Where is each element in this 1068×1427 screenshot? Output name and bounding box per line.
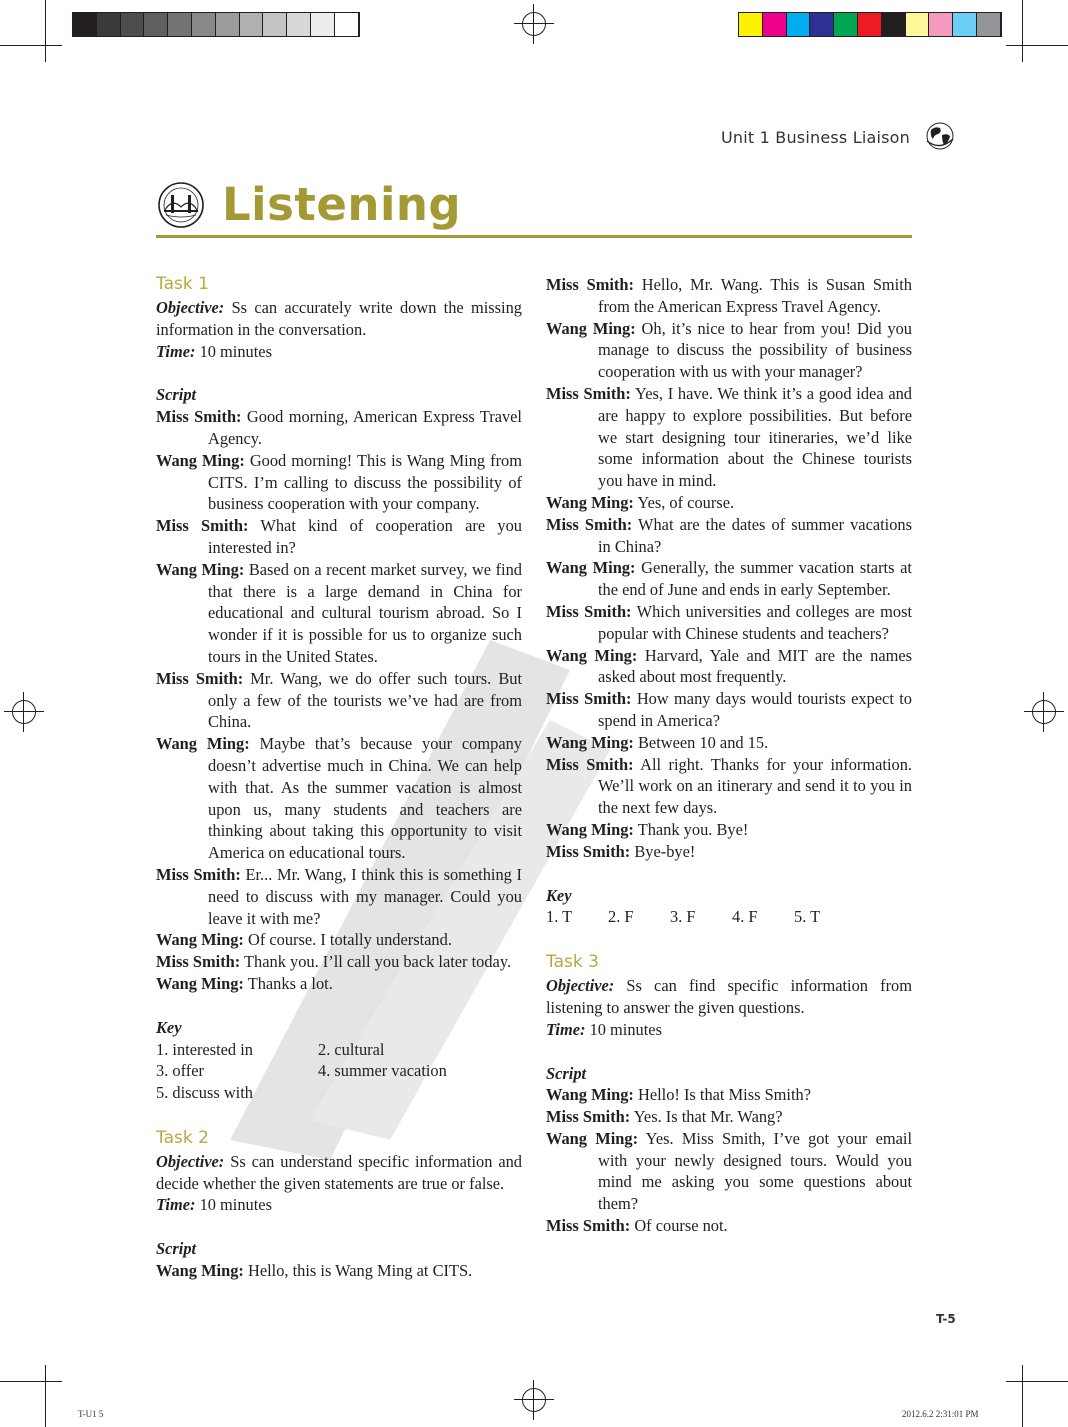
dialogue-text: What are the dates of summer vacations in China? [598, 514, 912, 556]
key-item: 2. cultural [318, 1039, 385, 1059]
dialogue-text: Thanks a lot. [247, 973, 333, 993]
dialogue-text: Yes. Is that Mr. Wang? [633, 1107, 783, 1127]
key-item: 1. T [546, 907, 573, 927]
dialogue-turn [546, 645, 912, 689]
color-swatch [216, 13, 240, 36]
task3-objective: Objective: Ss can find specific information from listening to answer the given questions. [546, 976, 912, 1017]
speaker-name: Wang Ming: [546, 732, 634, 752]
dialogue-turn [156, 973, 522, 995]
spacer [156, 1104, 522, 1126]
dialogue-text: Thank you. I’ll call you back later today. [244, 952, 512, 972]
speaker-name: Wang Ming: [546, 318, 636, 338]
speaker-name: Wang Ming: [156, 734, 250, 754]
color-swatch [953, 13, 977, 36]
dialogue-text: Yes. Miss Smith, I’ve got your email with your newly designed tours. Would you mind me asking you some questions about them? [598, 1128, 912, 1214]
speaker-name: Miss Smith: [546, 841, 631, 861]
dialogue-text: Harvard, Yale and MIT are the names asked about most frequently. [598, 645, 912, 687]
speaker-name: Miss Smith: [156, 864, 241, 884]
speaker-name: Wang Ming: [156, 973, 244, 993]
slug-filename: T-U1 5 [78, 1409, 104, 1419]
key-item: 3. offer [156, 1061, 204, 1081]
dialogue-turn [546, 492, 912, 514]
crop-mark [45, 0, 46, 62]
speaker-name: Wang Ming: [156, 930, 244, 950]
color-swatch [263, 13, 287, 36]
crop-mark [1022, 1365, 1023, 1427]
task2-objective: Objective: Ss can understand specific information and decide whether the given statements are true or false. [156, 1151, 522, 1193]
dialogue-text: How many days would tourists expect to spend in America? [598, 689, 912, 730]
speaker-name: Miss Smith: [156, 407, 242, 427]
task1-heading: Task 1 [156, 274, 209, 294]
dialogue-text: Which universities and colleges are most popular with Chinese students and teachers? [598, 601, 913, 643]
spacer [546, 928, 912, 950]
color-swatch [168, 13, 192, 36]
speaker-name: Miss Smith: [546, 275, 634, 294]
color-swatch [335, 13, 359, 36]
dialogue-text: Hello! Is that Miss Smith? [638, 1085, 812, 1105]
dialogue-turn [156, 450, 522, 515]
task1-script-label: Script [156, 385, 197, 405]
color-swatch [977, 13, 1001, 36]
task1-time: Time: 10 minutes [156, 341, 272, 361]
dialogue-text: Good morning, American Express Travel Agency. [208, 407, 522, 448]
color-swatch [287, 13, 311, 36]
task2-key [546, 906, 912, 928]
speaker-name: Miss Smith: [546, 689, 632, 709]
dialogue-turn [546, 1106, 912, 1128]
dialogue-text: Based on a recent market survey, we find that there is a large demand in China for educational and cultural tourism abroad. So I wonder if it is possible for us to organize such tours in the United States. [208, 559, 522, 666]
dialogue-text: Er... Mr. Wang, I think this is something I need to discuss with my manager. Could you leave it with me? [208, 864, 523, 928]
dialogue-turn [546, 1128, 912, 1215]
color-swatch [763, 13, 787, 36]
dialogue-text: Hello, this is Wang Ming at CITS. [248, 1261, 473, 1281]
key-item: 3. F [670, 907, 696, 927]
page-title: Listening [222, 178, 462, 231]
color-swatch [311, 13, 335, 36]
dialogue-turn [156, 951, 522, 973]
dialogue-text: What kind of cooperation are you interested in? [208, 516, 522, 557]
key-item: 2. F [608, 907, 634, 927]
speaker-name: Miss Smith: [156, 952, 241, 972]
task3-script-label: Script [546, 1063, 587, 1083]
registration-mark-icon [514, 1380, 554, 1420]
task2-heading: Task 2 [156, 1127, 209, 1148]
dialogue-turn [546, 754, 912, 819]
key-item: 5. T [794, 907, 821, 927]
speaker-name: Wang Ming: [546, 1128, 639, 1148]
crop-mark [1022, 0, 1023, 62]
dialogue-text: All right. Thanks for your information. We’ll work on an itinerary and send it to you in the next few days. [598, 754, 912, 818]
key-item: 1. interested in [156, 1039, 253, 1059]
speaker-name: Wang Ming: [546, 645, 638, 665]
dialogue-text: Maybe that’s because your company doesn’t advertise much in China. We can help with that. As the summer vacation is almost upon us, many students and teachers are thinking about taking this opportunity to visit America on educational tours. [208, 734, 522, 863]
globe-icon [925, 121, 955, 151]
speaker-name: Wang Ming: [546, 492, 634, 512]
speaker-name: Miss Smith: [546, 601, 632, 621]
dialogue-turn [546, 688, 912, 732]
dialogue-text: Yes, of course. [637, 492, 735, 512]
speaker-name: Miss Smith: [546, 1107, 631, 1127]
dialogue-turn [546, 601, 912, 645]
task2-script-start [156, 1260, 522, 1282]
registration-mark-icon [1024, 692, 1064, 732]
left-column [156, 272, 522, 1282]
key-item: 4. summer vacation [318, 1061, 447, 1081]
speaker-name: Miss Smith: [546, 754, 634, 774]
task1-objective: Objective: Ss can accurately write down the missing information in the conversation. [156, 298, 522, 339]
dialogue-turn [156, 559, 522, 668]
dialogue-turn [546, 819, 912, 841]
color-swatch [834, 13, 858, 36]
color-swatch [121, 13, 145, 36]
dialogue-turn [546, 318, 912, 383]
dialogue-text: Good morning! This is Wang Ming from CITS. I’m calling to discuss the possibility of business cooperation with your company. [208, 450, 522, 514]
dialogue-turn [546, 1084, 912, 1106]
gray-swatch-bar [72, 12, 360, 37]
dialogue-text: Thank you. Bye! [637, 819, 749, 839]
key-item: 5. discuss with [156, 1083, 253, 1103]
task3-script [546, 1084, 912, 1237]
dialogue-turn [546, 514, 912, 558]
dialogue-turn [546, 557, 912, 601]
registration-mark-icon [4, 692, 44, 732]
dialogue-text: Generally, the summer vacation starts at the end of June and ends in early September. [598, 558, 912, 600]
slug-timestamp: 2012.6.2 2:31:01 PM [902, 1409, 979, 1419]
dialogue-turn [156, 864, 522, 929]
dialogue-turn [156, 929, 522, 951]
dialogue-turn [546, 732, 912, 754]
crop-mark [0, 45, 62, 46]
color-swatch [858, 13, 882, 36]
speaker-name: Wang Ming: [156, 450, 245, 470]
crop-mark [0, 1381, 62, 1382]
speaker-name: Miss Smith: [156, 668, 244, 688]
task2-script-label: Script [156, 1239, 197, 1259]
speaker-name: Wang Ming: [546, 558, 636, 578]
dialogue-text: Of course. I totally understand. [248, 930, 452, 950]
crop-mark [1006, 45, 1068, 46]
speaker-name: Wang Ming: [156, 559, 245, 579]
task2-time: Time: 10 minutes [156, 1195, 272, 1215]
task3-heading: Task 3 [546, 952, 599, 973]
color-swatch [144, 13, 168, 36]
dialogue-turn [156, 733, 522, 864]
dialogue-turn [156, 1260, 522, 1282]
running-head: Unit 1 Business Liaison [720, 128, 910, 147]
dialogue-text: Bye-bye! [634, 841, 696, 861]
registration-mark-icon [514, 4, 554, 44]
color-swatch [192, 13, 216, 36]
dialogue-text: Mr. Wang, we do offer such tours. But only a few of the tourists we’ve had are from China. [208, 668, 522, 732]
bridge-seal-icon [157, 181, 205, 229]
speaker-name: Miss Smith: [546, 383, 631, 403]
dialogue-turn [156, 668, 522, 733]
speaker-name: Wang Ming: [546, 1085, 634, 1105]
task1-script [156, 406, 522, 995]
dialogue-turn [156, 515, 522, 559]
color-swatch [906, 13, 930, 36]
color-swatch [240, 13, 264, 36]
dialogue-turn [546, 841, 912, 863]
speaker-name: Wang Ming: [546, 819, 634, 839]
color-swatch [882, 13, 906, 36]
task2-script-continued [546, 274, 912, 863]
dialogue-turn [546, 1215, 912, 1237]
dialogue-text: Between 10 and 15. [638, 732, 769, 752]
task2-key-label: Key [546, 885, 572, 905]
color-swatch [787, 13, 811, 36]
crop-mark [45, 1365, 46, 1427]
key-item: 4. F [732, 907, 758, 927]
dialogue-text: Of course not. [634, 1216, 728, 1236]
speaker-name: Miss Smith: [546, 514, 633, 534]
color-swatch [810, 13, 834, 36]
speaker-name: Miss Smith: [546, 1216, 631, 1236]
task1-key [156, 1039, 522, 1104]
dialogue-turn [546, 383, 912, 492]
color-swatch [929, 13, 953, 36]
dialogue-text: Hello, Mr. Wang. This is Susan Smith from the American Express Travel Agency. [598, 275, 912, 316]
color-swatch [73, 13, 97, 36]
color-swatch-bar [738, 12, 1002, 37]
task1-key-label: Key [156, 1017, 182, 1037]
dialogue-turn [546, 274, 912, 318]
color-swatch [97, 13, 121, 36]
dialogue-turn [156, 406, 522, 450]
right-column [546, 274, 912, 1237]
color-swatch [739, 13, 763, 36]
speaker-name: Miss Smith: [156, 516, 249, 536]
crop-mark [1006, 1381, 1068, 1382]
dialogue-text: Oh, it’s nice to hear from you! Did you manage to discuss the possibility of business cooperation with us with your manager? [598, 318, 912, 382]
page-number: T-5 [936, 1312, 956, 1326]
title-divider [156, 235, 912, 238]
dialogue-text: Yes, I have. We think it’s a good idea and are happy to explore possibilities. But before we start designing tour itineraries, we’d like some information about the Chinese tourists you have in mind. [598, 383, 912, 491]
speaker-name: Wang Ming: [156, 1261, 244, 1281]
task3-time: Time: 10 minutes [546, 1019, 662, 1039]
